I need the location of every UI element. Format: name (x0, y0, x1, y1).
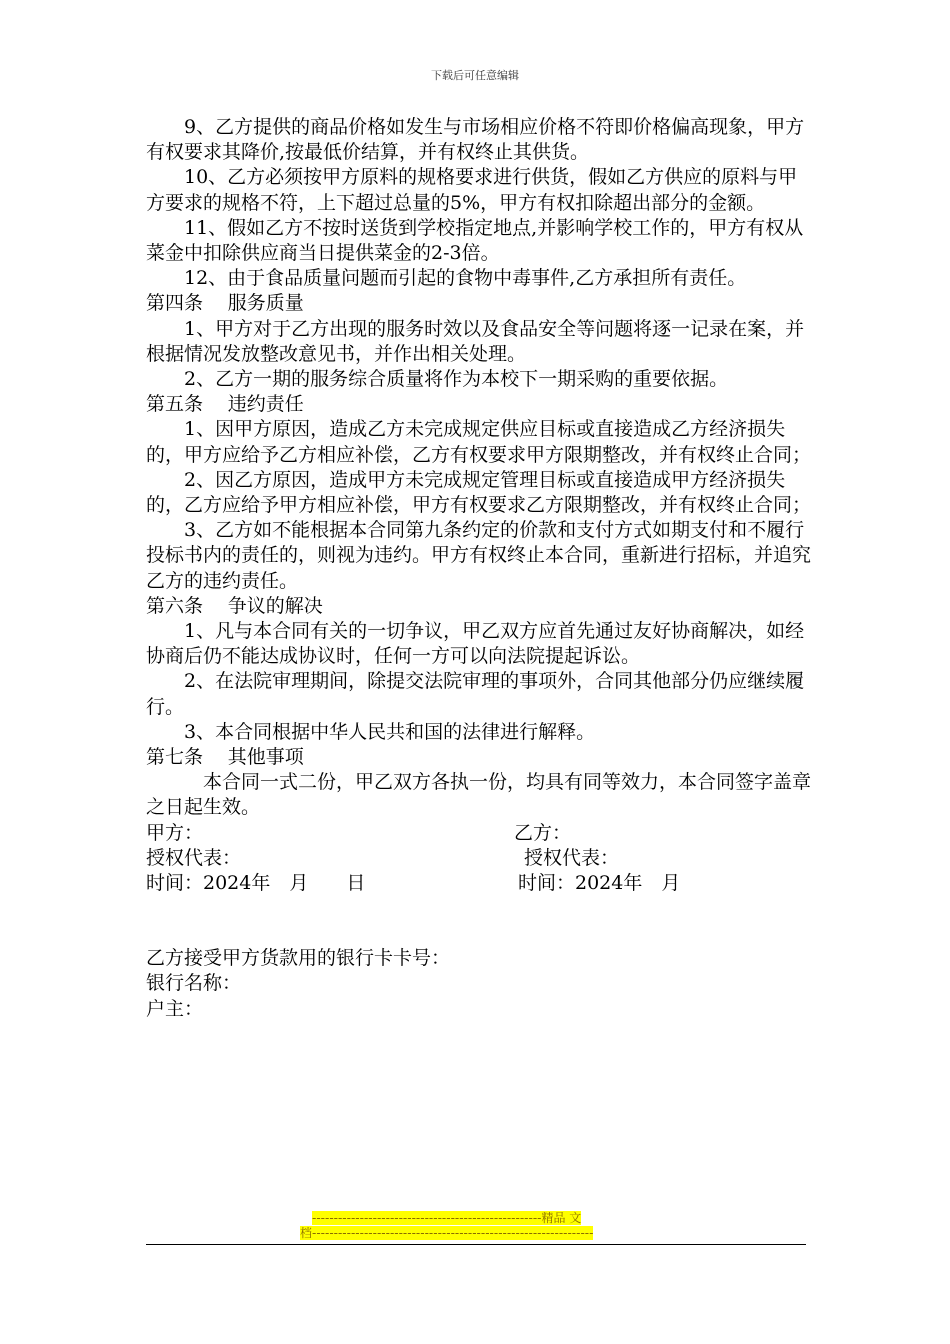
account-holder-label: 户主： (146, 997, 204, 1020)
section-4-item-1: 1、甲方对于乙方出现的服务时效以及食品安全等问题将逐一记录在案，并根据情况发放整改意见书，并作出相关处理。 (146, 317, 805, 365)
section-6-title: 争议的解决 (227, 594, 323, 617)
page-header: 下载后可任意编辑 (431, 69, 519, 82)
bank-card-label: 乙方接受甲方货款用的银行卡卡号： (146, 947, 451, 970)
section-6-heading (146, 594, 816, 619)
section-5-item-1: 1、因甲方原因，造成乙方未完成规定供应目标或直接造成乙方经济损失的，甲方应给予乙方相应补偿，乙方有权要求甲方限期整改，并有权终止合同； (146, 418, 812, 466)
section-4-item-2: 2、乙方一期的服务综合质量将作为本校下一期采购的重要依据。 (184, 368, 729, 391)
section-6-number: 第六条 (146, 594, 204, 617)
date-b-label: 时间：2024年 月 (518, 872, 681, 895)
footer-watermark-note (300, 1211, 650, 1241)
clause-12: 12、由于食品质量问题而引起的食物中毒事件,乙方承担所有责任。 (184, 267, 747, 290)
section-7-number: 第七条 (146, 746, 204, 769)
signature-row-party (146, 821, 816, 846)
section-5-heading (146, 392, 816, 417)
section-5-number: 第五条 (146, 393, 204, 416)
party-b-label: 乙方： (514, 821, 572, 844)
section-5-title: 违约责任 (227, 393, 304, 416)
section-6-item-1: 1、凡与本合同有关的一切争议，甲乙双方应首先通过友好协商解决，如经协商后仍不能达成协议时，任何一方可以向法院提起诉讼。 (146, 620, 805, 668)
clause-11: 11、假如乙方不按时送货到学校指定地点,并影响学校工作的，甲方有权从菜金中扣除供应商当日提供菜金的2-3倍。 (146, 216, 804, 265)
section-4-number: 第四条 (146, 292, 204, 315)
rep-b-label: 授权代表： (524, 846, 620, 869)
section-5-item-2: 2、因乙方原因，造成甲方未完成规定管理目标或直接造成甲方经济损失的，乙方应给予甲方相应补偿，甲方有权要求乙方限期整改，并有权终止合同； (146, 468, 812, 517)
section-4-heading (146, 291, 816, 316)
section-6-item-2: 2、在法院审理期间，除提交法院审理的事项外，合同其他部分仍应继续履行。 (146, 670, 805, 718)
party-a-label: 甲方： (146, 821, 204, 844)
section-7-text: 本合同一式二份，甲乙双方各执一份，均具有同等效力，本合同签字盖章之日起生效。 (146, 771, 812, 819)
clause-9: 9、乙方提供的商品价格如发生与市场相应价格不符即价格偏高现象，甲方有权要求其降价,按最低价结算，并有权终止其供货。 (146, 116, 805, 164)
clause-10: 10、乙方必须按甲方原料的规格要求进行供货，假如乙方供应的原料与甲方要求的规格不符，上下超过总量的5%，甲方有权扣除超出部分的金额。 (146, 166, 798, 214)
footer-rule (146, 1244, 806, 1245)
bank-name-label: 银行名称： (146, 972, 242, 995)
section-7-title: 其他事项 (227, 746, 304, 769)
footer-note-line-2: 档----------------------------------------------------------------- (300, 1226, 594, 1240)
signature-row-rep (146, 846, 816, 871)
section-4-title: 服务质量 (227, 292, 304, 315)
section-7-heading (146, 745, 816, 770)
section-5-item-3: 3、乙方如不能根据本合同第九条约定的价款和支付方式如期支付和不履行投标书内的责任的，则视为违约。甲方有权终止本合同，重新进行招标，并追究乙方的违约责任。 (146, 519, 812, 592)
date-a-label: 时间：2024年 月 日 (146, 872, 366, 895)
footer-note-line-1: -----------------------------------------------------精品 文 (312, 1211, 582, 1225)
section-6-item-3: 3、本合同根据中华人民共和国的法律进行解释。 (184, 720, 596, 743)
rep-a-label: 授权代表： (146, 846, 242, 869)
contract-body (146, 115, 816, 1022)
signature-row-date (146, 871, 816, 896)
